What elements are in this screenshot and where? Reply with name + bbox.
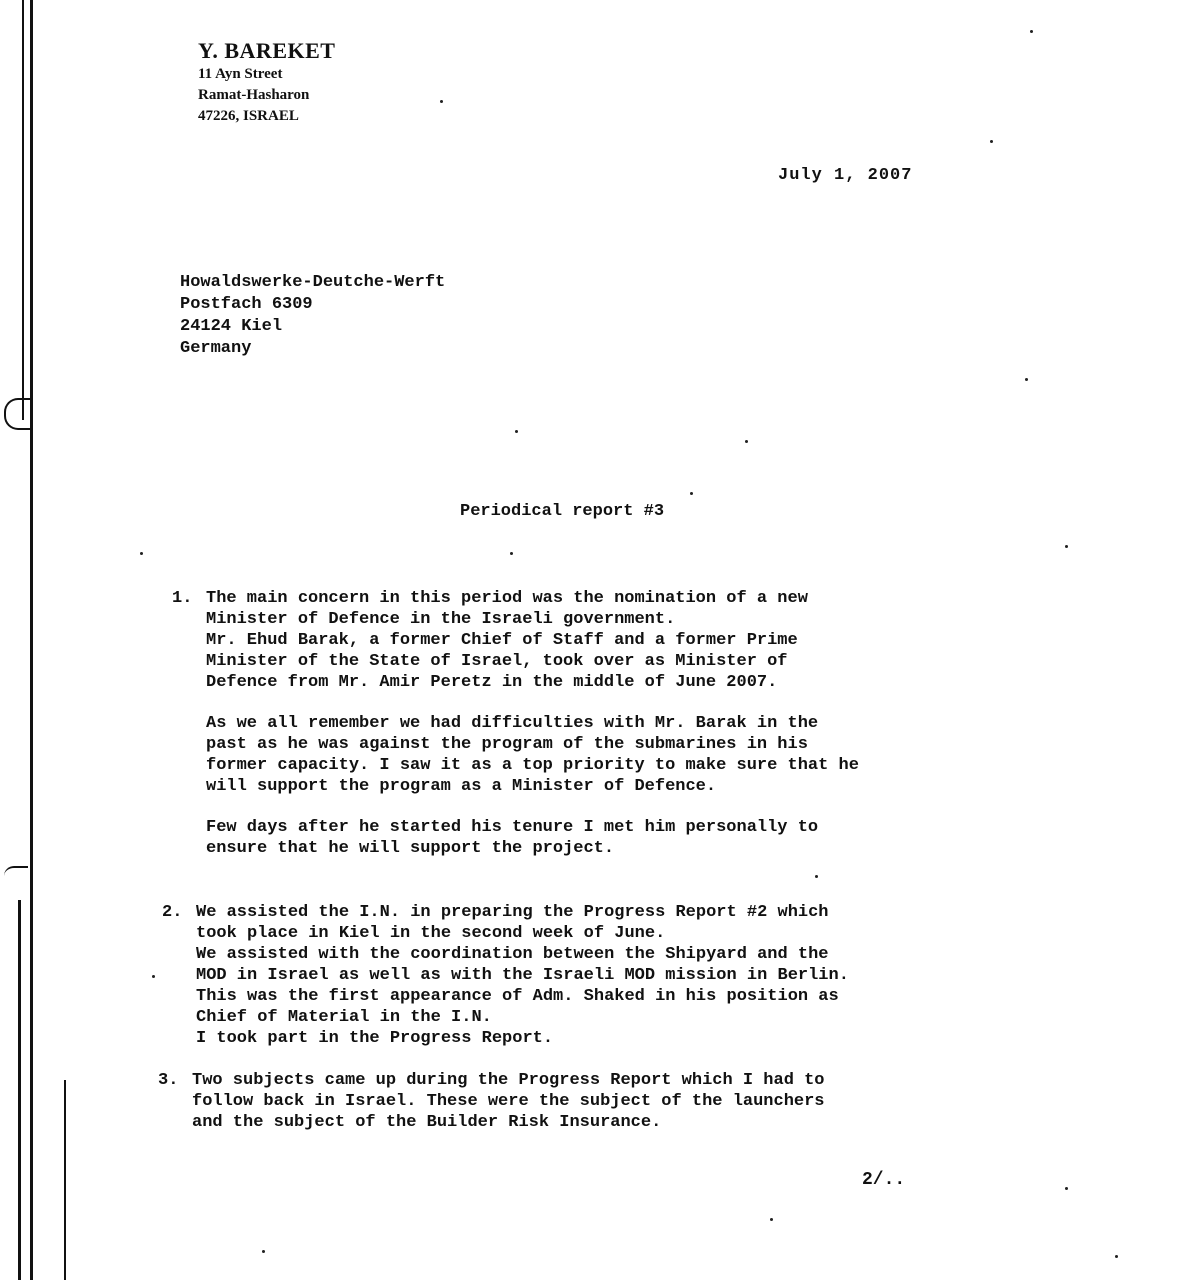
scan-speck [770, 1218, 773, 1221]
letter-date: July 1, 2007 [778, 166, 913, 185]
scan-speck [262, 1250, 265, 1253]
binder-clip-mark [4, 866, 28, 882]
item-number: 2. [162, 903, 183, 922]
sender-name: Y. BAREKET [198, 38, 336, 63]
scan-speck [745, 440, 748, 443]
binder-edge-line [64, 1080, 66, 1280]
item-paragraph: Two subjects came up during the Progress Report which I had to follow back in Israel. These were the subject of the launchers and the subject of the Builder Risk Insurance. [192, 1071, 825, 1132]
recipient-line: 24124 Kiel [180, 317, 283, 336]
item-body [192, 1070, 1012, 1153]
recipient-line: Postfach 6309 [180, 295, 313, 314]
page-continuation: 2/.. [862, 1170, 906, 1190]
scan-speck [510, 552, 513, 555]
sender-address-line: Ramat-Hasharon [198, 87, 310, 103]
sender-block [198, 38, 335, 127]
binder-clip-mark [4, 398, 30, 430]
scan-speck [152, 975, 155, 978]
item-paragraph: As we all remember we had difficulties with Mr. Barak in the past as he was against the program of the submarines in his former capacity. I saw it as a top priority to make sure that he will support the program as a Minister of Defence. [206, 714, 859, 796]
recipient-line: Howaldswerke-Deutche-Werft [180, 273, 446, 292]
report-title: Periodical report #3 [460, 502, 665, 521]
scan-speck [1115, 1255, 1118, 1258]
scan-speck [440, 100, 443, 103]
scan-speck [1025, 378, 1028, 381]
scan-speck [990, 140, 993, 143]
recipient-line: Germany [180, 339, 252, 358]
scan-speck [140, 552, 143, 555]
item-number: 3. [158, 1071, 179, 1090]
binder-edge-line [30, 0, 33, 1280]
item-paragraph: The main concern in this period was the nomination of a new Minister of Defence in the Israeli government. Mr. Ehud Barak, a former Chief of Staff and a former Prime Minister of the State of Israel, took over as Minister of Defence from Mr. Amir Peretz in the middle of June 2007. [206, 589, 808, 692]
sender-address-line: 11 Ayn Street [198, 66, 283, 82]
binder-edge-line [18, 900, 21, 1280]
sender-address-line: 47226, ISRAEL [198, 108, 299, 124]
scan-speck [1065, 1187, 1068, 1190]
binder-edge-line [22, 0, 24, 420]
item-body [206, 588, 1026, 879]
scan-speck [1030, 30, 1033, 33]
scan-speck [690, 492, 693, 495]
item-number: 1. [172, 589, 193, 608]
recipient-block [180, 272, 445, 360]
item-paragraph: Few days after he started his tenure I met him personally to ensure that he will support the project. [206, 818, 819, 858]
item-paragraph: We assisted the I.N. in preparing the Progress Report #2 which took place in Kiel in the second week of June. We assisted with the coordination between the Shipyard and the MOD in Israel as well as with the Israeli MOD mission in Berlin. This was the first appearance of Adm. Shaked in his position as Chief of Material in the I.N. I took part in the Progress Report. [196, 903, 849, 1048]
scan-speck [515, 430, 518, 433]
scan-speck [1065, 545, 1068, 548]
item-body [196, 902, 1016, 1069]
